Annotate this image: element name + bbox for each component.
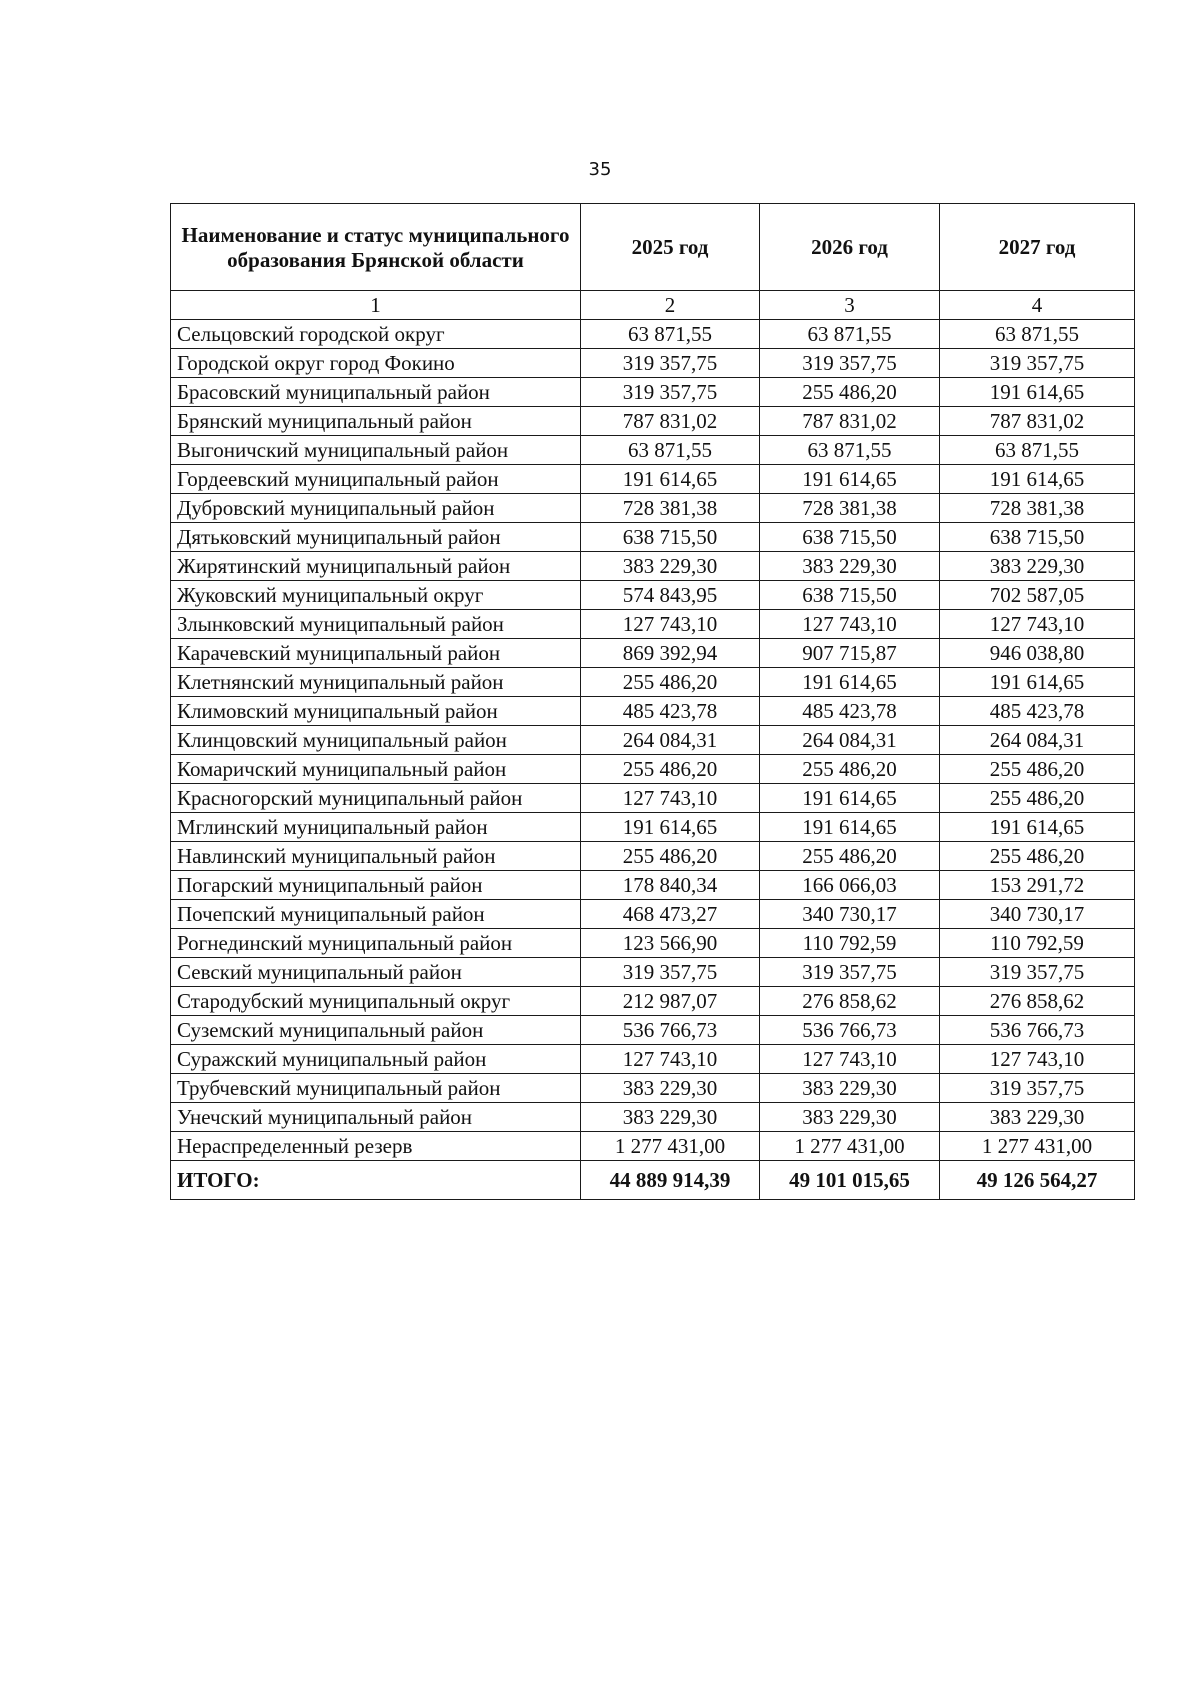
value-2025: 123 566,90: [581, 929, 760, 958]
municipality-name: Брянский муниципальный район: [171, 407, 581, 436]
value-2027: 153 291,72: [940, 871, 1135, 900]
table-row: [171, 842, 1135, 871]
value-2026: 166 066,03: [760, 871, 940, 900]
table-row: [171, 1016, 1135, 1045]
table-row: [171, 465, 1135, 494]
value-2025: 178 840,34: [581, 871, 760, 900]
value-2026: 1 277 431,00: [760, 1132, 940, 1161]
value-2026: 110 792,59: [760, 929, 940, 958]
table-header-row: [171, 204, 1135, 291]
value-2025: 191 614,65: [581, 813, 760, 842]
value-2027: 946 038,80: [940, 639, 1135, 668]
value-2025: 127 743,10: [581, 610, 760, 639]
value-2025: 255 486,20: [581, 755, 760, 784]
total-2027: 49 126 564,27: [940, 1161, 1135, 1200]
table-row: [171, 378, 1135, 407]
value-2025: 264 084,31: [581, 726, 760, 755]
municipality-name: Мглинский муниципальный район: [171, 813, 581, 842]
value-2025: 869 392,94: [581, 639, 760, 668]
value-2027: 728 381,38: [940, 494, 1135, 523]
table-row: [171, 784, 1135, 813]
municipality-name: Рогнединский муниципальный район: [171, 929, 581, 958]
value-2025: 536 766,73: [581, 1016, 760, 1045]
value-2025: 728 381,38: [581, 494, 760, 523]
table-row: [171, 755, 1135, 784]
value-2026: 63 871,55: [760, 320, 940, 349]
table-body: [171, 320, 1135, 1161]
table-row: [171, 494, 1135, 523]
value-2026: 383 229,30: [760, 1103, 940, 1132]
municipality-name: Суземский муниципальный район: [171, 1016, 581, 1045]
value-2026: 728 381,38: [760, 494, 940, 523]
total-row: [171, 1161, 1135, 1200]
value-2027: 383 229,30: [940, 1103, 1135, 1132]
table-row: [171, 1074, 1135, 1103]
value-2026: 255 486,20: [760, 755, 940, 784]
value-2026: 63 871,55: [760, 436, 940, 465]
value-2027: 191 614,65: [940, 813, 1135, 842]
value-2025: 1 277 431,00: [581, 1132, 760, 1161]
value-2027: 383 229,30: [940, 552, 1135, 581]
table-row: [171, 523, 1135, 552]
table-row: [171, 320, 1135, 349]
value-2025: 319 357,75: [581, 378, 760, 407]
value-2027: 255 486,20: [940, 755, 1135, 784]
value-2025: 638 715,50: [581, 523, 760, 552]
value-2027: 485 423,78: [940, 697, 1135, 726]
municipality-name: Трубчевский муниципальный район: [171, 1074, 581, 1103]
value-2025: 319 357,75: [581, 958, 760, 987]
municipality-name: Клетнянский муниципальный район: [171, 668, 581, 697]
municipality-name: Клинцовский муниципальный район: [171, 726, 581, 755]
table-row: [171, 552, 1135, 581]
municipality-name: Унечский муниципальный район: [171, 1103, 581, 1132]
value-2026: 255 486,20: [760, 842, 940, 871]
budget-allocation-table: [170, 203, 1135, 1200]
value-2026: 191 614,65: [760, 813, 940, 842]
value-2027: 340 730,17: [940, 900, 1135, 929]
value-2026: 787 831,02: [760, 407, 940, 436]
value-2025: 468 473,27: [581, 900, 760, 929]
value-2026: 638 715,50: [760, 523, 940, 552]
value-2026: 383 229,30: [760, 552, 940, 581]
table-row: [171, 1132, 1135, 1161]
table-row: [171, 871, 1135, 900]
value-2027: 638 715,50: [940, 523, 1135, 552]
municipality-name: Брасовский муниципальный район: [171, 378, 581, 407]
value-2026: 127 743,10: [760, 1045, 940, 1074]
value-2027: 191 614,65: [940, 465, 1135, 494]
municipality-name: Почепский муниципальный район: [171, 900, 581, 929]
value-2026: 536 766,73: [760, 1016, 940, 1045]
value-2025: 255 486,20: [581, 842, 760, 871]
table-row: [171, 407, 1135, 436]
table-row: [171, 987, 1135, 1016]
municipality-name: Сельцовский городской округ: [171, 320, 581, 349]
value-2025: 383 229,30: [581, 1103, 760, 1132]
value-2027: 787 831,02: [940, 407, 1135, 436]
value-2025: 63 871,55: [581, 436, 760, 465]
value-2025: 383 229,30: [581, 552, 760, 581]
value-2025: 255 486,20: [581, 668, 760, 697]
value-2027: 63 871,55: [940, 320, 1135, 349]
municipality-name: Стародубский муниципальный округ: [171, 987, 581, 1016]
value-2026: 191 614,65: [760, 784, 940, 813]
value-2027: 276 858,62: [940, 987, 1135, 1016]
column-number: 2: [581, 291, 760, 320]
value-2025: 127 743,10: [581, 784, 760, 813]
total-2026: 49 101 015,65: [760, 1161, 940, 1200]
value-2027: 264 084,31: [940, 726, 1135, 755]
value-2027: 536 766,73: [940, 1016, 1135, 1045]
municipality-name: Гордеевский муниципальный район: [171, 465, 581, 494]
municipality-name: Навлинский муниципальный район: [171, 842, 581, 871]
value-2026: 340 730,17: [760, 900, 940, 929]
column-number: 1: [171, 291, 581, 320]
value-2025: 787 831,02: [581, 407, 760, 436]
municipality-name: Красногорский муниципальный район: [171, 784, 581, 813]
table-row: [171, 639, 1135, 668]
value-2026: 276 858,62: [760, 987, 940, 1016]
total-label: ИТОГО:: [171, 1161, 581, 1200]
municipality-name: Нераспределенный резерв: [171, 1132, 581, 1161]
municipality-name: Жуковский муниципальный округ: [171, 581, 581, 610]
value-2026: 319 357,75: [760, 349, 940, 378]
value-2026: 127 743,10: [760, 610, 940, 639]
value-2026: 485 423,78: [760, 697, 940, 726]
value-2025: 383 229,30: [581, 1074, 760, 1103]
value-2026: 383 229,30: [760, 1074, 940, 1103]
value-2026: 191 614,65: [760, 668, 940, 697]
municipality-name: Жирятинский муниципальный район: [171, 552, 581, 581]
value-2027: 110 792,59: [940, 929, 1135, 958]
value-2025: 485 423,78: [581, 697, 760, 726]
municipality-name: Погарский муниципальный район: [171, 871, 581, 900]
municipality-name: Карачевский муниципальный район: [171, 639, 581, 668]
table-row: [171, 1045, 1135, 1074]
table-row: [171, 958, 1135, 987]
value-2025: 191 614,65: [581, 465, 760, 494]
table-row: [171, 581, 1135, 610]
total-2025: 44 889 914,39: [581, 1161, 760, 1200]
page-number: 35: [588, 159, 612, 180]
table-row: [171, 697, 1135, 726]
value-2025: 127 743,10: [581, 1045, 760, 1074]
value-2027: 319 357,75: [940, 349, 1135, 378]
value-2027: 255 486,20: [940, 842, 1135, 871]
value-2027: 319 357,75: [940, 958, 1135, 987]
table-row: [171, 813, 1135, 842]
value-2026: 638 715,50: [760, 581, 940, 610]
value-2027: 191 614,65: [940, 378, 1135, 407]
value-2025: 319 357,75: [581, 349, 760, 378]
table-row: [171, 610, 1135, 639]
value-2027: 191 614,65: [940, 668, 1135, 697]
column-number: 4: [940, 291, 1135, 320]
value-2025: 63 871,55: [581, 320, 760, 349]
value-2027: 63 871,55: [940, 436, 1135, 465]
header-year-2027: 2027 год: [940, 204, 1135, 291]
value-2025: 574 843,95: [581, 581, 760, 610]
value-2027: 319 357,75: [940, 1074, 1135, 1103]
value-2027: 127 743,10: [940, 610, 1135, 639]
value-2027: 127 743,10: [940, 1045, 1135, 1074]
municipality-name: Комаричский муниципальный район: [171, 755, 581, 784]
municipality-name: Климовский муниципальный район: [171, 697, 581, 726]
municipality-name: Городской округ город Фокино: [171, 349, 581, 378]
header-year-2025: 2025 год: [581, 204, 760, 291]
municipality-name: Дятьковский муниципальный район: [171, 523, 581, 552]
value-2027: 1 277 431,00: [940, 1132, 1135, 1161]
column-number: 3: [760, 291, 940, 320]
table-row: [171, 1103, 1135, 1132]
table-row: [171, 900, 1135, 929]
value-2026: 255 486,20: [760, 378, 940, 407]
value-2027: 702 587,05: [940, 581, 1135, 610]
column-number-row: [171, 291, 1135, 320]
table-row: [171, 668, 1135, 697]
table-row: [171, 436, 1135, 465]
header-municipality-name: Наименование и статус муниципального образования Брянской области: [171, 204, 581, 291]
header-year-2026: 2026 год: [760, 204, 940, 291]
value-2027: 255 486,20: [940, 784, 1135, 813]
table-row: [171, 726, 1135, 755]
municipality-name: Суражский муниципальный район: [171, 1045, 581, 1074]
municipality-name: Севский муниципальный район: [171, 958, 581, 987]
value-2026: 264 084,31: [760, 726, 940, 755]
value-2026: 319 357,75: [760, 958, 940, 987]
table-row: [171, 929, 1135, 958]
municipality-name: Выгоничский муниципальный район: [171, 436, 581, 465]
table-row: [171, 349, 1135, 378]
value-2026: 191 614,65: [760, 465, 940, 494]
municipality-name: Дубровский муниципальный район: [171, 494, 581, 523]
municipality-name: Злынковский муниципальный район: [171, 610, 581, 639]
value-2025: 212 987,07: [581, 987, 760, 1016]
value-2026: 907 715,87: [760, 639, 940, 668]
